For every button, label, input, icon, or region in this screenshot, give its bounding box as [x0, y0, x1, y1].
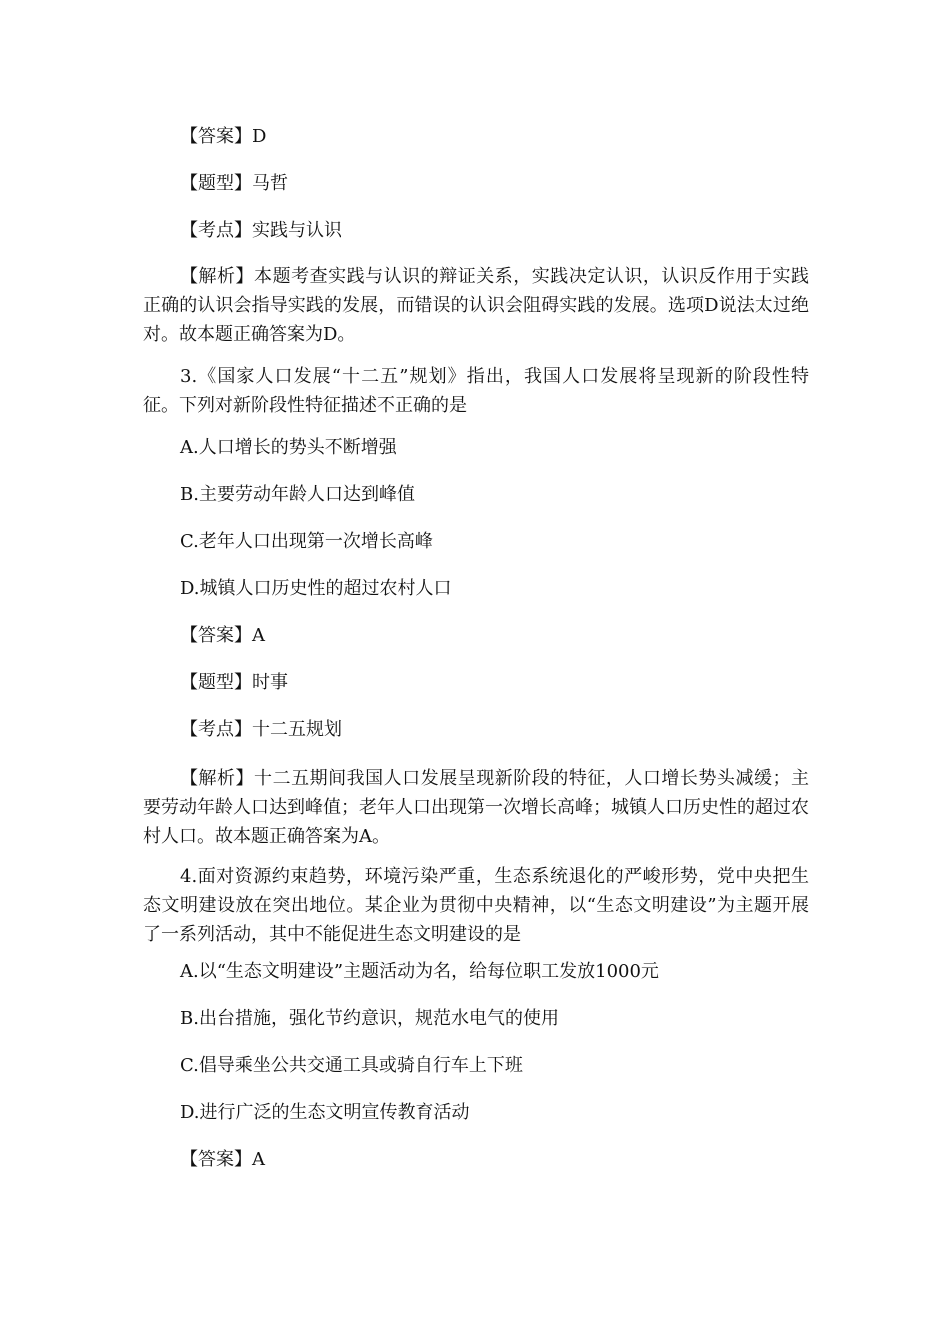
q2-analysis: 【解析】本题考查实践与认识的辩证关系，实践决定认识，认识反作用于实践正确的认识会指导实践的发展，而错误的认识会阻碍实践的发展。选项D说法太过绝对。故本题正确答案为D。: [143, 266, 809, 345]
q3-point: 【考点】十二五规划: [180, 719, 342, 740]
q4-stem: 4.面对资源约束趋势，环境污染严重，生态系统退化的严峻形势，党中央把生态文明建设放在突出地位。某企业为贯彻中央精神，以“生态文明建设”为主题开展了一系列活动，其中不能促进生态文明建设的是: [143, 866, 809, 945]
q2-type: 【题型】马哲: [180, 173, 288, 194]
q3-stem: 3.《国家人口发展“十二五”规划》指出，我国人口发展将呈现新的阶段性特征。下列对新阶段性特征描述不正确的是: [143, 366, 809, 416]
q4-option-d: D.进行广泛的生态文明宣传教育活动: [180, 1102, 470, 1123]
q3-type: 【题型】时事: [180, 672, 288, 693]
q4-answer: 【答案】A: [180, 1149, 265, 1170]
q3-option-b: B.主要劳动年龄人口达到峰值: [180, 484, 415, 505]
q4-option-c: C.倡导乘坐公共交通工具或骑自行车上下班: [180, 1055, 523, 1076]
q2-answer: 【答案】D: [180, 126, 267, 147]
q4-option-b: B.出台措施，强化节约意识，规范水电气的使用: [180, 1008, 559, 1029]
q2-point: 【考点】实践与认识: [180, 220, 342, 241]
q3-option-a: A.人口增长的势头不断增强: [180, 437, 397, 458]
q3-analysis: 【解析】十二五期间我国人口发展呈现新阶段的特征，人口增长势头减缓；主要劳动年龄人口达到峰值；老年人口出现第一次增长高峰；城镇人口历史性的超过农村人口。故本题正确答案为A。: [143, 768, 809, 847]
q4-option-a: A.以“生态文明建设”主题活动为名，给每位职工发放1000元: [180, 961, 659, 982]
q3-option-d: D.城镇人口历史性的超过农村人口: [180, 578, 452, 599]
q3-option-c: C.老年人口出现第一次增长高峰: [180, 531, 433, 552]
q3-answer: 【答案】A: [180, 625, 265, 646]
